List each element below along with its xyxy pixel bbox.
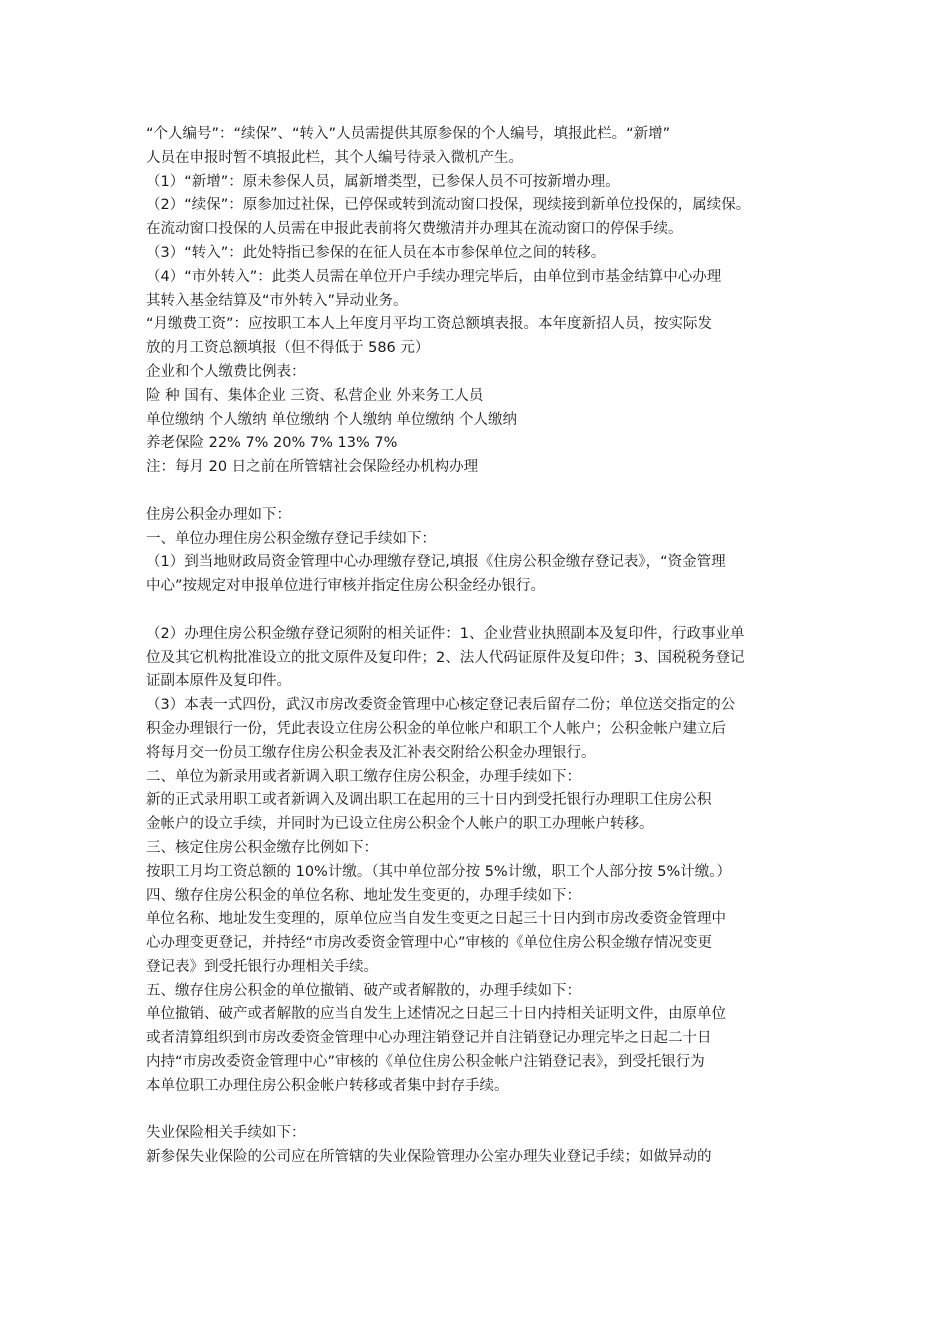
text-line: 将每月交一份员工缴存住房公积金表及汇补表交附给公积金办理银行。 <box>146 744 596 761</box>
document-body <box>146 123 816 1170</box>
text-line: 单位缴纳 个人缴纳 单位缴纳 个人缴纳 单位缴纳 个人缴纳 <box>146 411 518 428</box>
text-line: 放的月工资总额填报（但不得低于 586 元） <box>146 340 430 357</box>
text-line: 单位名称、地址发生变理的，原单位应当自发生变更之日起三十日内到市房改委资金管理中 <box>146 911 726 928</box>
text-line: 一、单位办理住房公积金缴存登记手续如下： <box>146 530 436 547</box>
text-line: 按职工月均工资总额的 10%计缴。（其中单位部分按 5%计缴，职工个人部分按 5%计缴。） <box>146 863 732 880</box>
text-line: （1）“新增”：原未参保人员，属新增类型，已参保人员不可按新增办理。 <box>146 173 620 190</box>
text-line: 四、缴存住房公积金的单位名称、地址发生变更的，办理手续如下： <box>146 887 581 904</box>
text-line: 中心”按规定对申报单位进行审核并指定住房公积金经办银行。 <box>146 578 546 595</box>
text-line: 三、核定住房公积金缴存比例如下： <box>146 839 378 856</box>
blank-line <box>146 480 816 504</box>
text-line: 企业和个人缴费比例表： <box>146 363 306 380</box>
text-line: （2）办理住房公积金缴存登记须附的相关证件：1、企业营业执照副本及复印件，行政事业单 <box>146 625 745 642</box>
text-line: （4）“市外转入”：此类人员需在单位开户手续办理完毕后，由单位到市基金结算中心办理 <box>146 268 722 285</box>
text-line: 金帐户的设立手续，并同时为已设立住房公积金个人帐户的职工办理帐户转移。 <box>146 816 654 833</box>
text-line: 本单位职工办理住房公积金帐户转移或者集中封存手续。 <box>146 1077 509 1094</box>
text-line: 心办理变更登记，并持经“市房改委资金管理中心”审核的《单位住房公积金缴存情况变更 <box>146 935 713 952</box>
blank-line <box>146 599 816 623</box>
text-line: （3）本表一式四份，武汉市房改委资金管理中心核定登记表后留存二份；单位送交指定的公 <box>146 697 736 714</box>
text-line: 或者清算组织到市房改委资金管理中心办理注销登记并自注销登记办理完毕之日起二十日 <box>146 1030 712 1047</box>
blank-line <box>146 1099 816 1123</box>
text-line: “月缴费工资”：应按职工本人上年度月平均工资总额填表报。本年度新招人员，按实际发 <box>146 316 713 333</box>
text-line: 位及其它机构批准设立的批文原件及复印件；2、法人代码证原件及复印件；3、国税税务登记 <box>146 649 745 666</box>
text-line: 住房公积金办理如下： <box>146 506 291 523</box>
text-line: （3）“转入”：此处特指已参保的在征人员在本市参保单位之间的转移。 <box>146 244 606 261</box>
text-line: “个人编号”：“续保”、“转入”人员需提供其原参保的个人编号，填报此栏。“新增” <box>146 126 671 142</box>
text-line: （2）“续保”：原参加过社保，已停保或转到流动窗口投保，现续接到新单位投保的，属续保。 <box>146 197 751 214</box>
text-line: 注：每月 20 日之前在所管辖社会保险经办机构办理 <box>146 459 479 476</box>
text-line: （1）到当地财政局资金管理中心办理缴存登记,填报《住房公积金缴存登记表》，“资金管理 <box>146 554 726 571</box>
text-line: 失业保险相关手续如下： <box>146 1125 306 1142</box>
text-line: 在流动窗口投保的人员需在申报此表前将欠费缴清并办理其在流动窗口的停保手续。 <box>146 221 683 238</box>
text-line: 内持“市房改委资金管理中心”审核的《单位住房公积金帐户注销登记表》，到受托银行为 <box>146 1054 705 1071</box>
text-line: 登记表》到受托银行办理相关手续。 <box>146 958 378 975</box>
text-line: 其转入基金结算及“市外转入”异动业务。 <box>146 292 408 309</box>
text-line: 积金办理银行一份，凭此表设立住房公积金的单位帐户和职工个人帐户；公积金帐户建立后 <box>146 720 726 737</box>
text-line: 证副本原件及复印件。 <box>146 673 291 690</box>
text-line: 人员在申报时暂不填报此栏，其个人编号待录入微机产生。 <box>146 149 523 166</box>
text-line: 养老保险 22% 7% 20% 7% 13% 7% <box>146 435 398 452</box>
text-line: 单位撤销、破产或者解散的应当自发生上述情况之日起三十日内持相关证明文件，由原单位 <box>146 1006 726 1023</box>
text-line: 险 种 国有、集体企业 三资、私营企业 外来务工人员 <box>146 387 484 404</box>
text-line: 二、单位为新录用或者新调入职工缴存住房公积金，办理手续如下： <box>146 768 581 785</box>
text-line: 新的正式录用职工或者新调入及调出职工在起用的三十日内到受托银行办理职工住房公积 <box>146 792 712 809</box>
text-line: 五、缴存住房公积金的单位撤销、破产或者解散的，办理手续如下： <box>146 982 581 999</box>
text-line: 新参保失业保险的公司应在所管辖的失业保险管理办公室办理失业登记手续；如做异动的 <box>146 1149 712 1166</box>
